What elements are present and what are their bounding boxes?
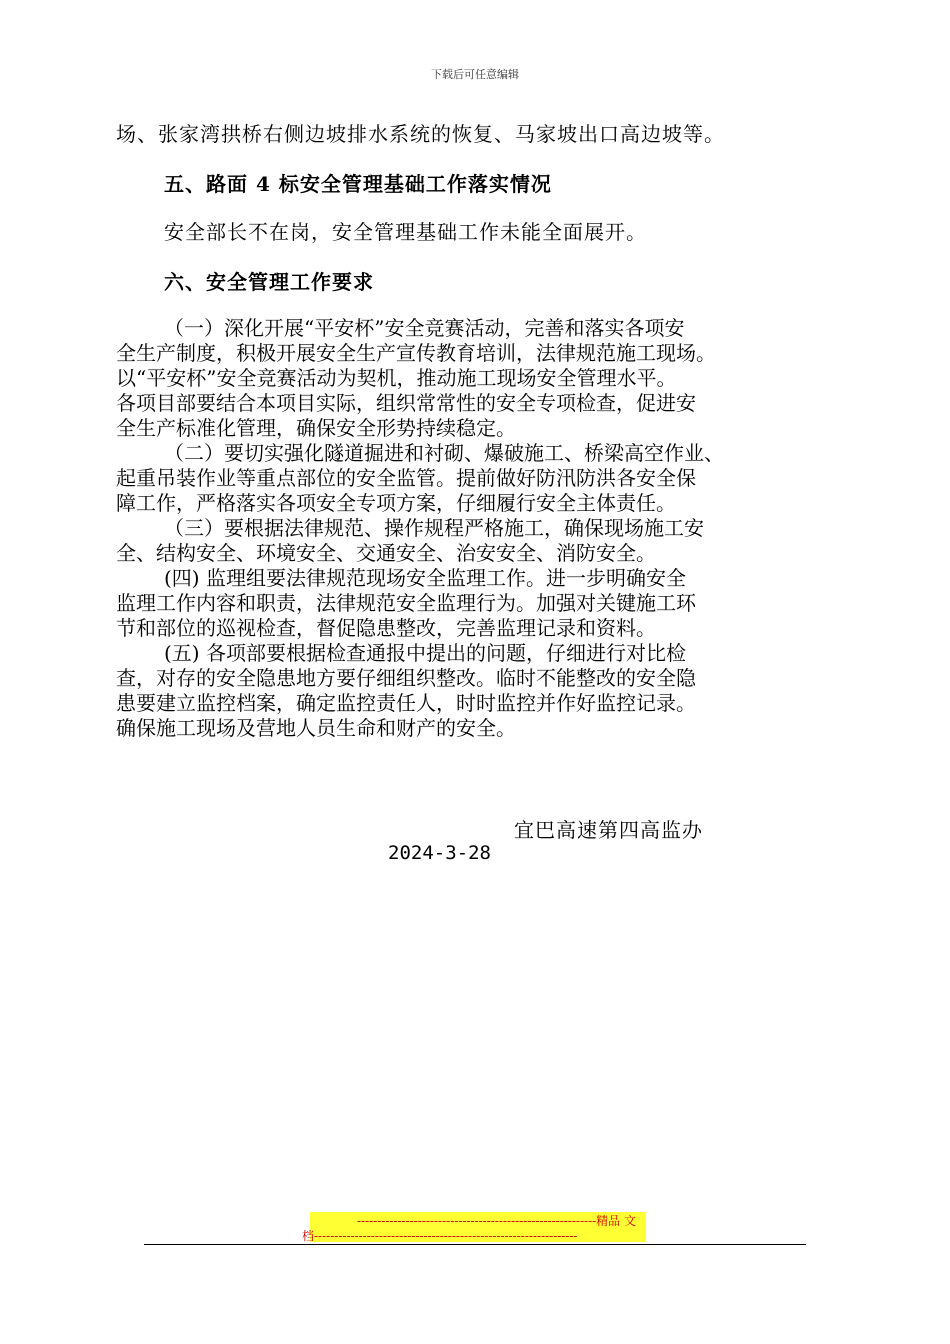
body-line: 起重吊装作业等重点部位的安全监管。提前做好防汛防洪各安全保 — [116, 466, 696, 490]
signature-org: 宜巴高速第四高监办 — [514, 818, 703, 842]
body-line: 监理工作内容和职责，法律规范安全监理行为。加强对关键施工环 — [116, 591, 696, 615]
section-5-text: 安全部长不在岗，安全管理基础工作未能全面展开。 — [164, 220, 647, 244]
page-header: 下载后可任意编辑 — [431, 68, 519, 81]
bottom-rule — [144, 1244, 806, 1245]
footer-text-2: 档----------------------------------------------------------------- — [302, 1229, 578, 1243]
text-line-1: 场、张家湾拱桥右侧边坡排水系统的恢复、马家坡出口高边坡等。 — [116, 122, 725, 146]
body-line: (五) 各项部要根据检查通报中提出的问题，仔细进行对比检 — [164, 641, 686, 665]
body-line: 全、结构安全、环境安全、交通安全、治安安全、消防安全。 — [116, 541, 656, 565]
section-heading-6: 六、安全管理工作要求 — [164, 270, 374, 294]
body-line: 障工作，严格落实各项安全专项方案，仔细履行安全主体责任。 — [116, 491, 676, 515]
body-line: 全生产标准化管理，确保安全形势持续稳定。 — [116, 416, 516, 440]
body-line: （三）要根据法律规范、操作规程严格施工，确保现场施工安 — [164, 516, 704, 540]
body-line: 全生产制度，积极开展安全生产宣传教育培训，法律规范施工现场。 — [116, 341, 716, 365]
body-line: 各项目部要结合本项目实际，组织常常性的安全专项检查，促进安 — [116, 391, 696, 415]
body-line: 患要建立监控档案，确定监控责任人，时时监控并作好监控记录。 — [116, 691, 696, 715]
body-line: 确保施工现场及营地人员生命和财产的安全。 — [116, 716, 516, 740]
body-line: （一）深化开展“平安杯”安全竞赛活动，完善和落实各项安 — [164, 316, 685, 340]
body-line: (四) 监理组要法律规范现场安全监理工作。进一步明确安全 — [164, 566, 686, 590]
body-line: （二）要切实强化隧道掘进和衬砌、爆破施工、桥梁高空作业、 — [164, 441, 724, 465]
section-heading-5: 五、路面 4 标安全管理基础工作落实情况 — [164, 172, 552, 196]
footer-text-1: -----------------------------------------------------------精品 文 — [356, 1214, 636, 1228]
body-line: 以“平安杯”安全竞赛活动为契机，推动施工现场安全管理水平。 — [116, 366, 677, 390]
signature-date: 2024-3-28 — [388, 842, 491, 864]
body-line: 查，对存的安全隐患地方要仔细组织整改。临时不能整改的安全隐 — [116, 666, 696, 690]
body-line: 节和部位的巡视检查，督促隐患整改，完善监理记录和资料。 — [116, 616, 656, 640]
